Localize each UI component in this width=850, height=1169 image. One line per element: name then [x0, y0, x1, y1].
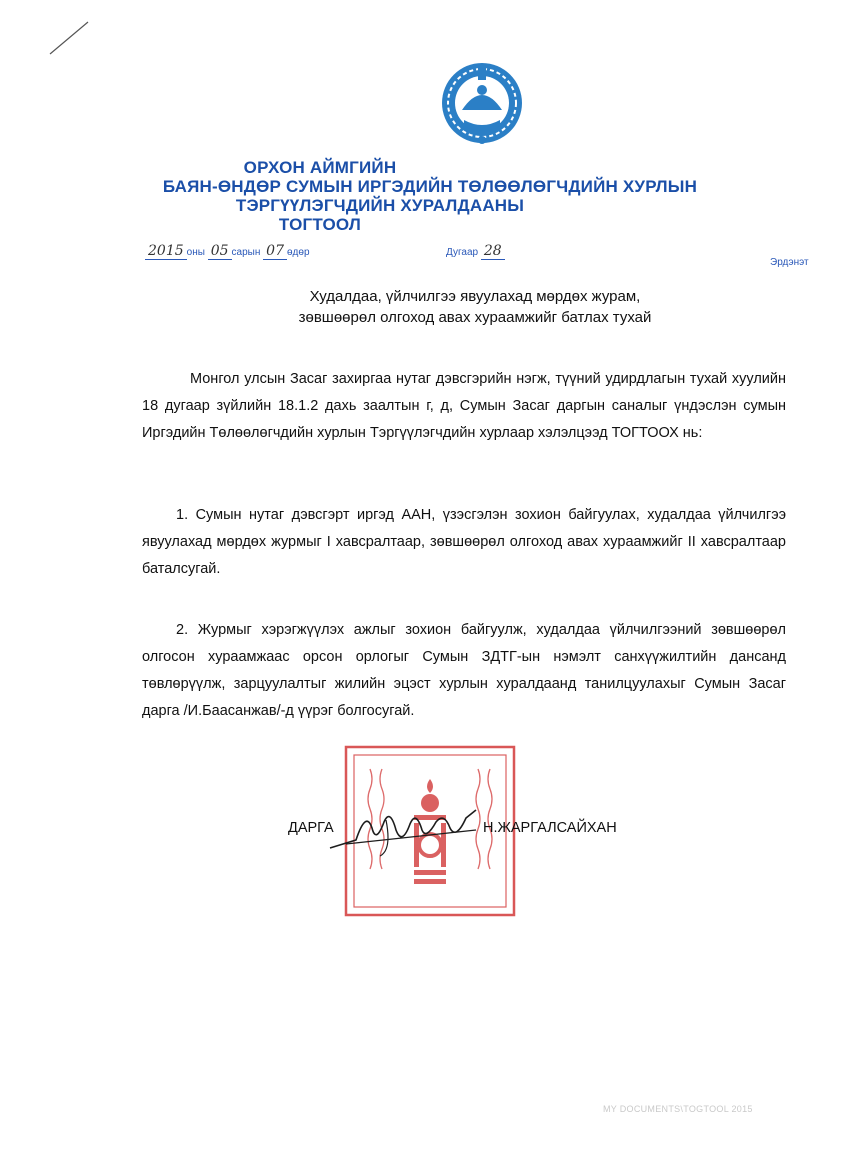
resolution-number: 28	[481, 243, 505, 260]
date-month: 05	[208, 243, 232, 260]
header-session: ТЭРГҮҮЛЭГЧДИЙН ХУРАЛДААНЫ	[235, 196, 525, 215]
place-name: Эрдэнэт	[770, 257, 809, 268]
resolution-header	[0, 158, 850, 234]
date-month-label: сарын	[231, 247, 261, 258]
signer-title: ДАРГА	[288, 820, 334, 836]
pen-stroke-mark	[48, 18, 98, 58]
date-year-label: оны	[186, 247, 205, 258]
title-line-2: зөвшөөрөл олгоход авах хураамжийг батлах тухай	[298, 309, 652, 326]
date-day: 07	[263, 243, 287, 260]
document-title	[190, 286, 760, 328]
footer-file-path: MY DOCUMENTS\TOGTOOL 2015	[603, 1104, 753, 1114]
signer-name: Н.ЖАРГАЛСАЙХАН	[483, 820, 617, 836]
intro-paragraph: Монгол улсын Засаг захиргаа нутаг дэвсгэрийн нэгж, түүний удирдлагын тухай хуулийн 18 дугаар зүйлийн 18.1.2 дахь заалтын г, д, Сумын Засаг даргын саналыг үндэслэн сумын Иргэдийн Төлөөлөгчдийн хурлын Тэргүүлэгчдийн хурлаар хэлэлцээд ТОГТООХ нь:	[142, 371, 786, 441]
handwritten-signature	[326, 800, 486, 860]
header-aimag: ОРХОН АЙМГИЙН	[243, 158, 397, 177]
state-emblem-icon	[440, 60, 524, 146]
date-day-label: өдөр	[286, 247, 310, 258]
title-line-1: Худалдаа, үйлчилгээ явуулахад мөрдөх журам,	[309, 288, 641, 305]
header-council: БАЯН-ӨНДӨР СУМЫН ИРГЭДИЙН ТӨЛӨӨЛӨГЧДИЙН ХУРЛЫН	[162, 177, 698, 196]
resolution-item-1: 1. Сумын нутаг дэвсгэрт иргэд ААН, үзэсгэлэн зохион байгуулах, худалдаа үйлчилгээ явуулахад мөрдөх журмыг I хавсралтаар, зөвшөөрөл олгоход авах хураамжийг II хавсралтаар баталсугай.	[142, 507, 786, 577]
header-doc-type: ТОГТООЛ	[278, 215, 362, 234]
resolution-item-2: 2. Журмыг хэрэгжүүлэх ажлыг зохион байгуулж, худалдаа үйлчилгээний зөвшөөрөл олгосон хураамжаас орсон орлогыг Сумын ЗДТГ-ын нэмэлт санхүүжилтийн дансанд төвлөрүүлж, зарцуулалтыг жилийн эцэст хурлын хуралдаанд танилцуулахыг Сумын Засаг дарга /И.Баасанжав/-д үүрэг болгосугай.	[142, 622, 786, 719]
number-label: Дугаар	[446, 247, 479, 258]
date-year: 2015	[145, 243, 187, 260]
